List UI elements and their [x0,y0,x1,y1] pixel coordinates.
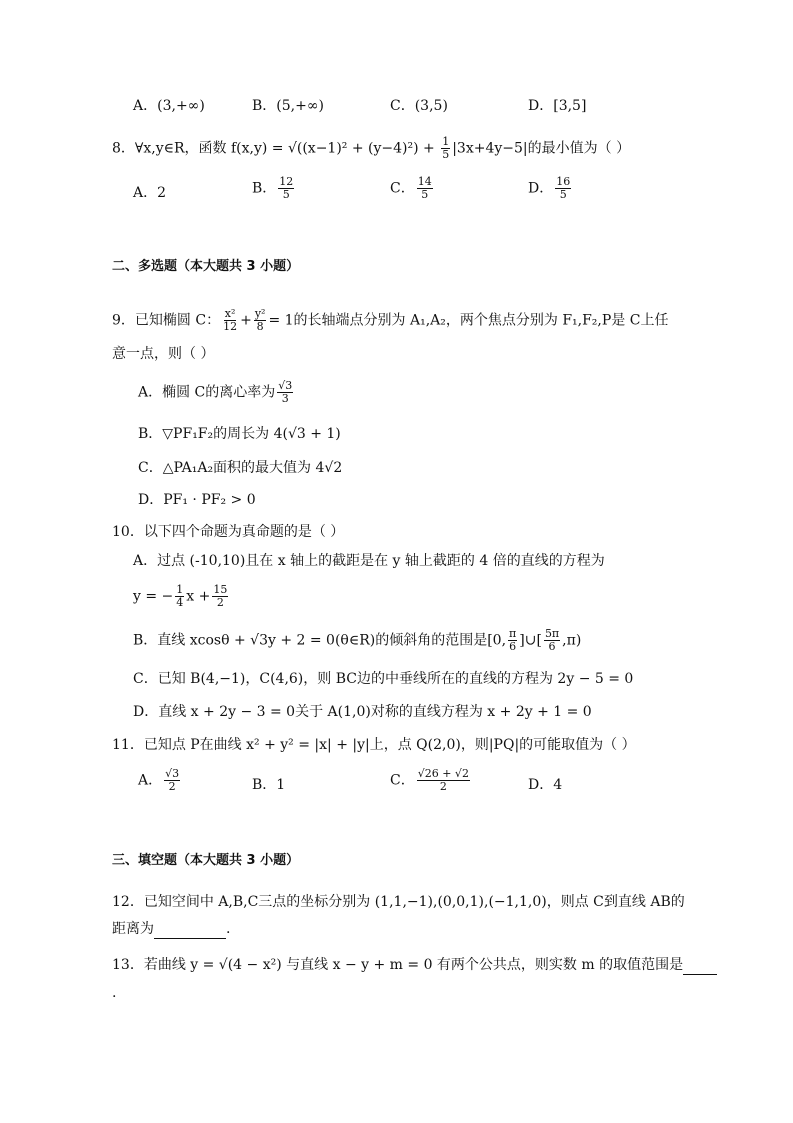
q10-option-b: B．直线 xcosθ + √3y + 2 = 0(θ∈R)的倾斜角的范围是[0, $\frac{\pi}{6}$ ]∪[ $\frac{5\pi}{6}$ ,π) [133,627,582,653]
q11-option-c: C． $\frac{√26 + √2}{2}$ [390,767,469,793]
q7-option-c: C．(3,5) [390,98,448,114]
q9-option-a: A．椭圆 C的离心率为 $\frac{√3}{3}$ [138,379,293,405]
q7-option-a: A．(3,+∞) [133,98,205,114]
q9-stem: 9．已知椭圆 C： $\frac{\text{x²}}{12}$ + $\frac{\text{y²}}{8}$ = 1的长轴端点分别为 A₁,A₂，两个焦点分别为 F₁,F₂,P是 C上任 [112,307,669,333]
q7-option-d: D．[3,5] [528,98,587,114]
q9-option-c: C．△PA₁A₂面积的最大值为 4√2 [138,460,343,476]
q10-stem: 10．以下四个命题为真命题的是（ ） [112,524,345,540]
q9-option-d: D．PF₁ · PF₂ > 0 [138,492,256,508]
q8-option-d: D． $\frac{16}{5}$ [528,175,571,201]
q11-stem: 11．已知点 P在曲线 x² + y² = |x| + |y|上，点 Q(2,0)，则|PQ|的可能取值为（ ） [112,737,636,753]
q8-option-b: B． $\frac{12}{5}$ [252,175,294,201]
q11-option-b: B．1 [252,777,286,793]
q8-option-c: C． $\frac{14}{5}$ [390,175,432,201]
q10-option-a: A．过点 (-10,10)且在 x 轴上的截距是在 y 轴上截距的 4 倍的直线的方程为 [133,553,605,569]
q9-option-b: B．▽PF₁F₂的周长为 4(√3 + 1) [138,426,341,442]
q11-option-a: A． $\frac{√3}{2}$ [138,767,180,793]
q11-option-d: D．4 [528,777,563,793]
q13-answer-blank[interactable] [683,960,717,975]
q8-stem: 8．∀x,y∈R，函数 f(x,y) = √((x−1)² + (y−4)²) + $\frac{1}{5}$ |3x+4y−5|的最小值为（ ） [112,135,631,161]
q8-fraction: $\frac{1}{5}$ [442,135,450,161]
q10-option-a-equation: y = − $\frac{1}{4}$ x + $\frac{15}{2}$ [133,583,228,609]
q10-option-c: C．已知 B(4,−1)，C(4,6)，则 BC边的中垂线所在的直线的方程为 2y − 5 = 0 [133,671,634,687]
q9-stem-line2: 意一点，则（ ） [112,346,215,362]
q12-stem-line2: 距离为 . [112,921,231,937]
q13-stem: 13．若曲线 y = √(4 − x²) 与直线 x − y + m = 0 有两个公共点，则实数 m 的取值范围是 [112,955,717,975]
q7-option-b: B．(5,+∞) [252,98,324,114]
q8-option-a: A．2 [133,185,167,201]
q10-option-d: D．直线 x + 2y − 3 = 0关于 A(1,0)对称的直线方程为 x + 2y + 1 = 0 [133,704,592,720]
section-heading-fill-in: 三、填空题（本大题共 3 小题） [112,853,300,868]
section-heading-multi-choice: 二、多选题（本大题共 3 小题） [112,259,300,274]
q13-stem-line2: . [112,985,117,1001]
q12-stem: 12．已知空间中 A,B,C三点的坐标分别为 (1,1,−1),(0,0,1),(−1,1,0)，则点 C到直线 AB的 [112,894,685,910]
q12-answer-blank[interactable] [154,924,226,939]
